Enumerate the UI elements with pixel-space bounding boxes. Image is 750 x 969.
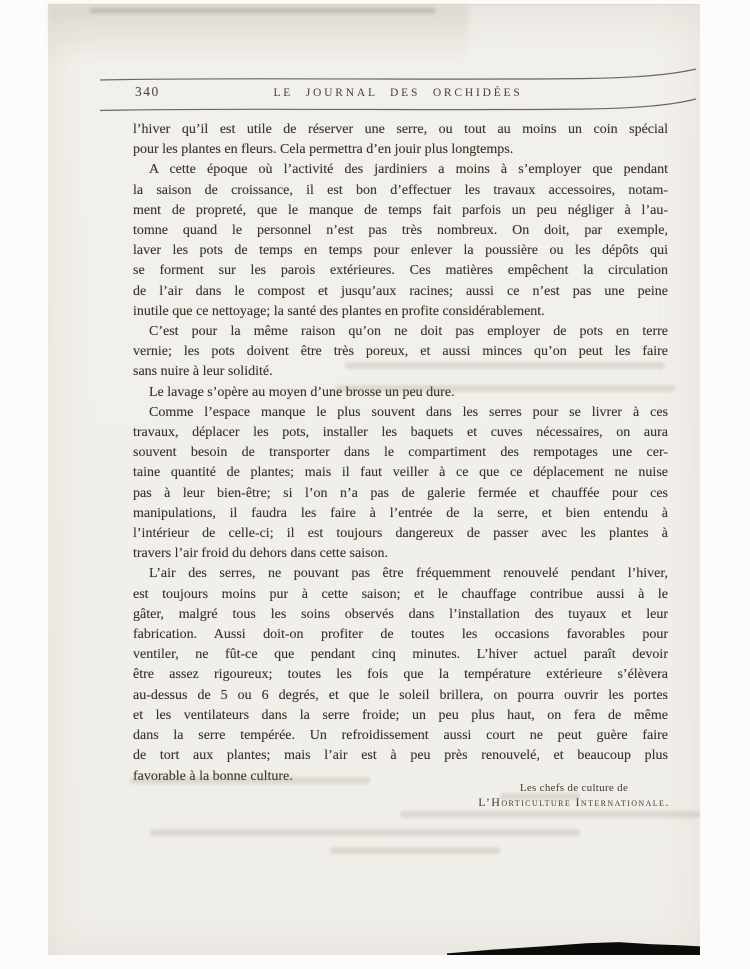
text-line: travaux, déplacer les pots, installer les baquets et cuves nécessaires, on aura bbox=[133, 425, 668, 441]
bleed-through-artifact bbox=[335, 385, 675, 392]
text-line: inutile que ce nettoyage; la santé des plantes en profite considérablement. bbox=[133, 303, 545, 319]
header-rule-top bbox=[100, 69, 696, 80]
journal-title: LE JOURNAL DES ORCHIDÉES bbox=[273, 87, 523, 99]
text-line: l’intérieur de celle-ci; il est toujours dangereux de passer avec les plantes à bbox=[133, 526, 668, 542]
paragraph bbox=[133, 322, 668, 383]
text-line: Comme l’espace manque le plus souvent dans les serres pour se livrer à ces bbox=[149, 404, 668, 420]
text-line: pour les plantes en fleurs. Cela permettra d’en jouir plus longtemps. bbox=[133, 142, 514, 158]
text-line: fabrication. Aussi doit-on profiter de toutes les occasions favorables pour bbox=[133, 627, 668, 643]
text-line: l’hiver qu’il est utile de réserver une serre, ou tout au moins un coin spécial bbox=[133, 122, 668, 137]
text-line: dans la serre tempérée. Un refroidissement aussi court ne peut guère faire bbox=[133, 728, 668, 744]
text-line: au-dessus de 5 ou 6 degrés, et que le soleil brillera, on pourra ouvrir les portes bbox=[133, 687, 668, 703]
text-line: A cette époque où l’activité des jardiniers a moins à s’employer que pendant bbox=[149, 162, 668, 178]
bleed-through-artifact bbox=[500, 793, 580, 800]
text-line: sans nuire à leur solidité. bbox=[133, 364, 273, 380]
page-number: 340 bbox=[135, 84, 160, 99]
text-line: pas à leur bien-être; si l’on n’a pas de galerie fermée et chauffée pour ces bbox=[133, 485, 668, 501]
text-line: taine quantité de plantes; mais il faut veiller à ce que ce déplacement ne nuise bbox=[133, 465, 668, 481]
journal-page bbox=[48, 4, 700, 955]
text-line: laver les pots de temps en temps pour enlever la poussière ou les dépôts qui bbox=[133, 243, 668, 259]
paragraph bbox=[133, 564, 668, 786]
text-line: la saison de croissance, il est bon d’effectuer les travaux accessoires, notam- bbox=[133, 182, 668, 198]
bleed-through-artifact bbox=[130, 777, 370, 784]
bleed-through-artifact bbox=[345, 362, 665, 369]
text-line: tomne quand le personnel n’est pas très nombreux. On doit, par exemple, bbox=[133, 223, 668, 239]
signature-line-1: Les chefs de culture de bbox=[519, 782, 629, 794]
bleed-through-artifact bbox=[150, 829, 580, 836]
text-line: manipulations, il faudra les faire à l’entrée de la serre, et bien entendu à bbox=[133, 505, 668, 521]
text-line: de l’air dans le compost et jusqu’aux racines; aussi ce n’est pas une peine bbox=[133, 283, 668, 299]
text-line: de tort aux plantes; mais l’air est à peu près renouvelé, et beaucoup plus bbox=[133, 748, 668, 764]
header-rule-bottom bbox=[100, 99, 696, 111]
text-line: se forment sur les parois extérieures. Ces matières empêchent la circulation bbox=[133, 263, 668, 279]
scan-streak-artifact bbox=[90, 8, 435, 13]
text-line: Le lavage s’opère au moyen d’une brosse un peu dure. bbox=[149, 384, 455, 400]
text-line: travers l’air froid du dehors dans cette saison. bbox=[133, 546, 389, 562]
text-line: gâter, malgré tous les soins observés dans l’installation des tuyaux et leur bbox=[133, 606, 668, 622]
text-line: et les ventilateurs dans la serre froide; un peu plus haut, on fera de même bbox=[133, 707, 668, 723]
bleed-through-artifact bbox=[400, 811, 700, 818]
paragraph bbox=[133, 403, 668, 565]
paragraph bbox=[133, 120, 668, 160]
text-line: vernie; les pots doivent être très poreux, et aussi minces qu’on peut les faire bbox=[133, 344, 668, 360]
text-line: être assez rigoureux; toutes les fois que la température extérieure s’élèvera bbox=[133, 667, 668, 683]
text-line: C’est pour la même raison qu’on ne doit pas employer de pots en terre bbox=[149, 324, 668, 340]
text-line: souvent besoin de transporter dans le compartiment des rempotages une cer- bbox=[133, 445, 668, 461]
signature-line-2: L’Horticulture Internationale. bbox=[478, 795, 670, 809]
text-line: L’air des serres, ne pouvant pas être fréquemment renouvelé pendant l’hiver, bbox=[149, 566, 668, 582]
bleed-through-artifact bbox=[330, 847, 500, 854]
text-line: favorable à la bonne culture. bbox=[133, 768, 293, 784]
text-line: ventiler, ne fût-ce que pendant cinq minutes. L’hiver actuel paraît devoir bbox=[133, 647, 668, 663]
text-line: est toujours moins pur à cette saison; et le chauffage contribue aussi à le bbox=[133, 586, 668, 602]
paragraph bbox=[133, 160, 668, 322]
text-line: ment de propreté, que le manque de temps fait parfois un peu négliger à l’au- bbox=[133, 202, 668, 218]
article-body bbox=[133, 120, 668, 787]
scan-shading-artifact bbox=[48, 5, 468, 63]
